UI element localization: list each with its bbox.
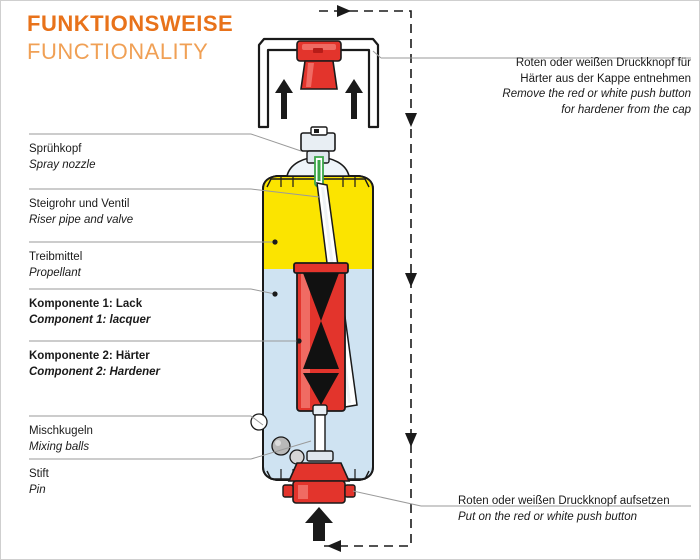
label-mixing-balls-de: Mischkugeln xyxy=(29,425,93,437)
label-propellant-de: Treibmittel xyxy=(29,251,83,263)
leader-lines-right xyxy=(353,51,691,506)
label-component-1-de: Komponente 1: Lack xyxy=(29,298,143,310)
push-button-top xyxy=(297,41,341,89)
label-spray-nozzle xyxy=(29,142,95,173)
label-remove-push-button-de-1: Roten oder weißen Druckknopf für xyxy=(515,57,691,69)
page-title-en: FUNCTIONALITY xyxy=(27,39,209,64)
label-component-2-en: Component 2: Hardener xyxy=(29,365,160,378)
label-mixing-balls-en: Mixing balls xyxy=(29,440,90,453)
arrow-right-icon xyxy=(337,5,351,17)
label-remove-push-button-de-2: Härter aus der Kappe entnehmen xyxy=(520,72,691,85)
cap-assembly xyxy=(259,39,378,127)
label-riser-pipe-en: Riser pipe and valve xyxy=(29,213,134,226)
label-propellant-en: Propellant xyxy=(29,266,81,279)
push-button-bottom xyxy=(283,463,355,503)
label-put-on-push-button-en: Put on the red or white push button xyxy=(458,510,638,523)
label-spray-nozzle-de: Sprühkopf xyxy=(29,143,82,155)
label-component-2-hardener xyxy=(29,349,160,380)
label-remove-push-button xyxy=(441,56,691,118)
label-pin-en: Pin xyxy=(29,483,46,496)
label-spray-nozzle-en: Spray nozzle xyxy=(29,158,96,171)
label-component-1-lacquer xyxy=(29,297,150,328)
label-component-1-en: Component 1: lacquer xyxy=(29,313,151,326)
label-riser-pipe-and-valve xyxy=(29,197,133,228)
label-pin xyxy=(29,467,49,498)
label-remove-push-button-en-1: Remove the red or white push button xyxy=(502,88,691,101)
label-put-on-push-button xyxy=(458,494,698,525)
label-pin-de: Stift xyxy=(29,468,49,480)
label-remove-push-button-en-2: for hardener from the cap xyxy=(561,103,691,116)
arrow-up-icon xyxy=(305,507,333,541)
label-component-2-de: Komponente 2: Härter xyxy=(29,350,150,362)
label-put-on-push-button-de: Roten oder weißen Druckknopf aufsetzen xyxy=(458,495,670,507)
label-propellant xyxy=(29,250,82,281)
label-mixing-balls xyxy=(29,424,93,455)
label-riser-pipe-de: Steigrohr und Ventil xyxy=(29,198,130,210)
page-title-de: FUNKTIONSWEISE xyxy=(27,11,234,36)
arrow-left-icon xyxy=(327,540,341,552)
